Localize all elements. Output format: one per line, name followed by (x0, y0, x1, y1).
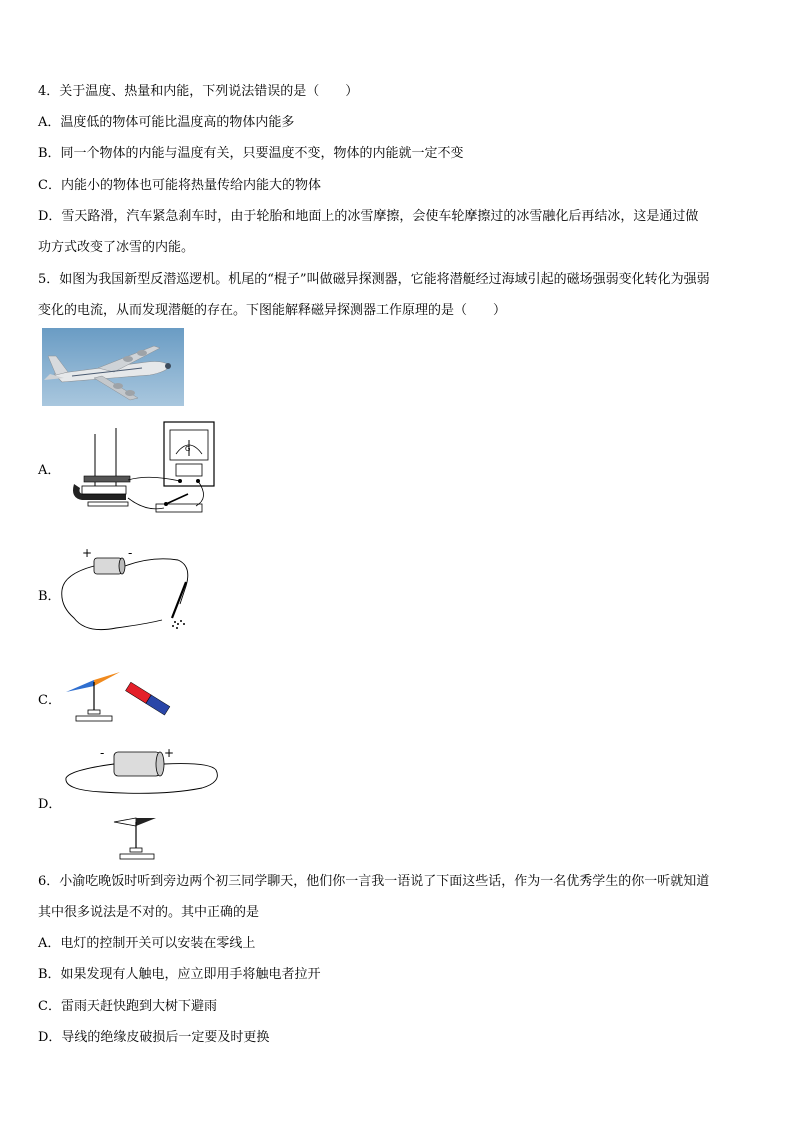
battery-plus-sign: + (164, 746, 175, 760)
q5-figure-b-battery-wire (56, 544, 196, 636)
q6-option-a: A．电灯的控制开关可以安装在零线上 (38, 936, 256, 951)
q6-option-d: D．导线的绝缘皮破损后一定要及时更换 (38, 1030, 270, 1045)
q5-stem-line2: 变化的电流，从而发现潜艇的存在。下图能解释磁异探测器工作原理的是（ ） (38, 303, 507, 318)
q4-option-d-line2: 功方式改变了冰雪的内能。 (38, 240, 195, 255)
q4-option-d-line1: D．雪天路滑，汽车紧急刹车时，由于轮胎和地面上的冰雪摩擦，会使车轮摩擦过的冰雪融化后再结冰，这是通过做 (38, 209, 699, 224)
q6-option-c: C．雷雨天赶快跑到大树下避雨 (38, 999, 217, 1014)
q5-label-a: A． (38, 463, 61, 478)
q5-figure-c-compass-magnet (62, 670, 172, 724)
q5-stem-line1: 5．如图为我国新型反潜巡逻机。机尾的“棍子”叫做磁异探测器，它能将潜艇经过海域引起的磁场强弱变化转化为强弱 (38, 272, 710, 287)
q4-option-b: B．同一个物体的内能与温度有关，只要温度不变，物体的内能就一定不变 (38, 146, 464, 161)
svg-text:G: G (185, 445, 191, 453)
battery-plus-sign: + (82, 546, 93, 560)
q6-stem-line2: 其中很多说法是不对的。其中正确的是 (38, 905, 260, 920)
q5-label-b: B． (38, 589, 61, 604)
battery-minus-sign: - (100, 746, 105, 760)
q4-option-c: C．内能小的物体也可能将热量传给内能大的物体 (38, 178, 321, 193)
q4-option-a: A．温度低的物体可能比温度高的物体内能多 (38, 115, 295, 130)
battery-minus-sign: - (128, 546, 133, 560)
q5-figure-d-oersted-experiment (62, 744, 224, 864)
q4-stem: 4．关于温度、热量和内能，下列说法错误的是（ ） (38, 84, 359, 99)
patrol-aircraft-photo (42, 328, 184, 406)
q5-label-c: C． (38, 693, 61, 708)
q6-option-b: B．如果发现有人触电，应立即用手将触电者拉开 (38, 967, 321, 982)
q5-figure-a-generator-circuit (68, 418, 218, 520)
q5-label-d: D． (38, 797, 62, 812)
q6-stem-line1: 6．小渝吃晚饭时听到旁边两个初三同学聊天，他们你一言我一语说了下面这些话，作为一名优秀学生的你一听就知道 (38, 874, 710, 889)
